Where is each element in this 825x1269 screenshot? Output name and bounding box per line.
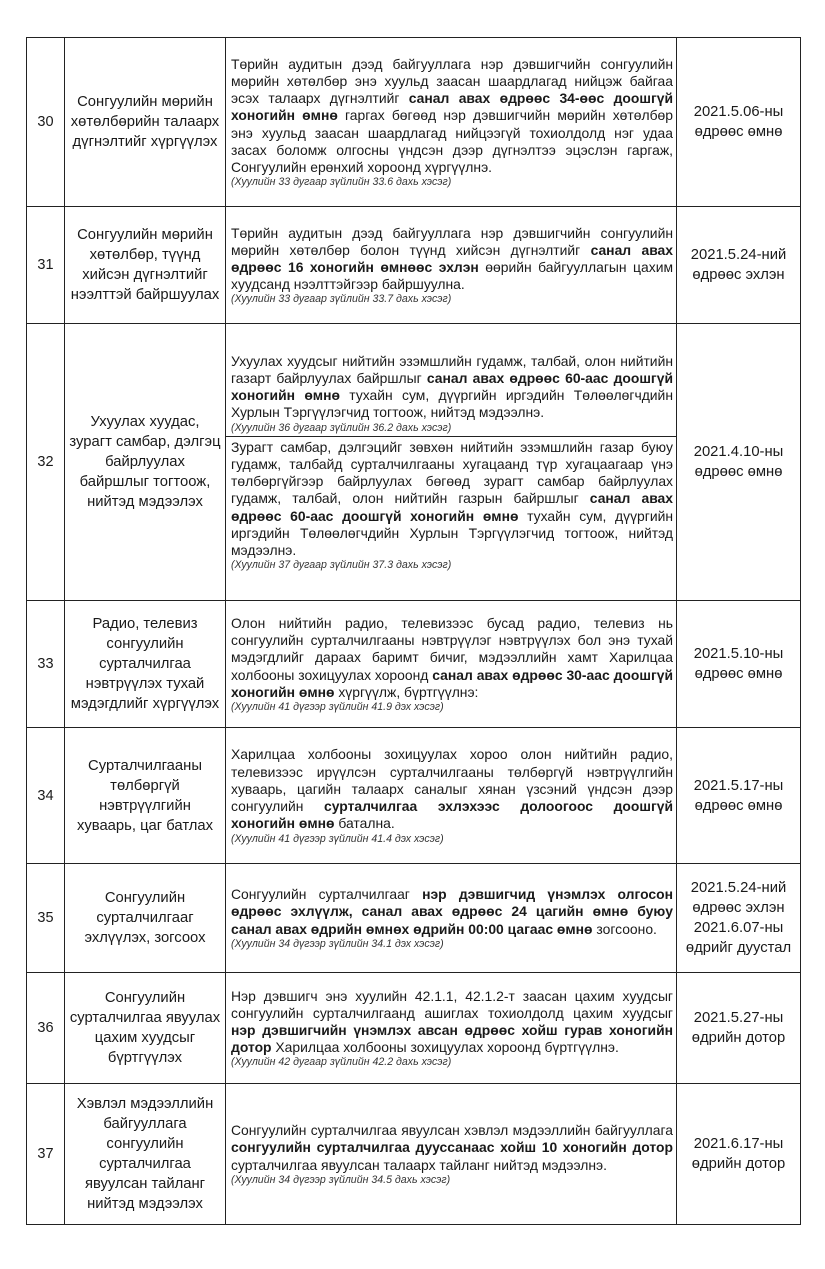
requirement-text-part: Харилцаа холбооны зохицуулах хороонд бүртгүүлнэ. [271, 1039, 619, 1056]
requirement-text [231, 439, 673, 558]
law-reference: (Хуулийн 33 дугаар зүйлийн 33.7 дахь хэсэг) [231, 293, 452, 306]
law-reference: (Хуулийн 37 дугаар зүйлийн 37.3 дахь хэсэг) [231, 559, 452, 572]
requirement-paragraph [231, 1122, 673, 1186]
activity-cell [65, 728, 226, 864]
law-reference: (Хуулийн 34 дүгээр зүйлийн 34.1 дэх хэсэг) [231, 937, 444, 950]
requirement-text [231, 353, 673, 421]
requirement-text-part: Төрийн аудитын дээд байгууллага нэр дэвшигчийн сонгуулийн мөрийн хөтөлбөр энэ хуульд заасан шаардлагад нийцэж байгаа эсэх талаарх дүгнэлтийг [231, 55, 673, 107]
requirement-cell [226, 207, 677, 324]
row-number: 33 [27, 601, 65, 728]
activity-cell [65, 864, 226, 973]
deadline-date-cell [677, 324, 801, 601]
deadline-date: 2021.5.24-ний өдрөөс эхлэн 2021.6.07-ны өдрийг дуустал [685, 880, 792, 956]
requirement-cell [226, 864, 677, 973]
requirement-text-part: өөрийн байгууллагын цахим хуудсанд нээлттэйгээр байршуулна. [231, 259, 673, 293]
requirement-cell [226, 324, 677, 601]
activity-text: Сонгуулийн сурталчилгааг эхлүүлэх, зогсоох [84, 890, 206, 946]
activity-text: Сонгуулийн мөрийн хөтөлбөр, түүнд хийсэн дүгнэлтийг нээлттэй байршуулах [70, 227, 220, 303]
deadline-highlight: санал авах өдрөөс 34-өөс доошгүй хоногийн өмнө [231, 90, 673, 124]
deadline-date-cell [677, 601, 801, 728]
table-row [27, 973, 801, 1084]
activity-text: Радио, телевиз сонгуулийн сурталчилгаа нэвтрүүлэх тухай мэдэгдлийг хүргүүлэх [70, 616, 220, 712]
table-row [27, 864, 801, 973]
activity-cell [65, 601, 226, 728]
deadline-date-cell [677, 38, 801, 207]
table-row [27, 324, 801, 601]
requirement-text [231, 56, 673, 175]
requirement-paragraph [226, 436, 676, 571]
row-number: 30 [27, 38, 65, 207]
deadline-highlight: санал авах өдрөөс 30-аас доошгүй хоногийн өмнө [231, 666, 673, 700]
activity-cell [65, 1084, 226, 1225]
requirement-text-part: батална. [334, 815, 395, 832]
deadline-date-cell [677, 1084, 801, 1225]
requirement-text-part: Нэр дэвшигч энэ хуулийн 42.1.1, 42.1.2-т заасан цахим хуудсыг сонгуулийн сурталчилгаанд ашиглах тохиолдолд цахим хуудсыг [231, 987, 673, 1021]
row-number: 34 [27, 728, 65, 864]
table-row [27, 38, 801, 207]
table-row [27, 601, 801, 728]
deadline-highlight: сонгуулийн сурталчилгаа дууссанаас хойш 10 хоногийн дотор [231, 1139, 673, 1156]
requirement-text-part: Сонгуулийн сурталчилгаа явуулсан хэвлэл мэдээллийн байгууллага [231, 1122, 673, 1139]
deadline-date: 2021.6.17-ны өдрийн дотор [691, 1136, 786, 1172]
requirement-cell [226, 728, 677, 864]
requirement-cell [226, 1084, 677, 1225]
requirement-text-part: Зурагт самбар, дэлгэцийг зөвхөн нийтийн эзэмшлийн газар буюу гудамж, талбайд сурталчилгааны хугацаанд түр хугацаагаар үнэ төлбөргүйгээр байрлуулах бөгөөд зурагт самбар байрлуулах гудамж, талбай, олон нийтийн газрын байршлыг [231, 438, 673, 507]
requirement-text-part: зогсооно. [592, 920, 657, 937]
requirement-paragraph [231, 886, 673, 950]
law-reference: (Хуулийн 41 дүгээр зүйлийн 41.4 дэх хэсэг) [231, 832, 444, 845]
activity-cell [65, 207, 226, 324]
requirement-text [231, 615, 673, 700]
deadline-highlight: санал авах өдрөөс 60-аас доошгүй хоногийн өмнө [231, 370, 673, 404]
requirement-text-part: хүргүүлж, бүртгүүлнэ: [334, 683, 479, 700]
requirement-text-part: Сонгуулийн сурталчилгааг [231, 886, 423, 903]
deadline-highlight: санал авах өдрөөс 16 хоногийн өмнөөс эхлэн [231, 241, 674, 275]
requirement-paragraph [231, 988, 673, 1069]
law-reference: (Хуулийн 36 дугаар зүйлийн 36.2 дахь хэсэг) [231, 421, 452, 434]
activity-cell [65, 38, 226, 207]
requirement-text-part: гаргах бөгөөд нэр дэвшигчийн мөрийн хөтөлбөр энэ хуульд заасан шаардлагад нийцээгүй тохиолдолд нэг удаа засах боломж олгосны үндсэн дээр дүгнэлтээ эцэслэн гаргаж, Сонгуулийн ерөнхий хороонд хүргүүлнэ. [231, 107, 673, 175]
deadline-date-cell [677, 207, 801, 324]
requirement-text-part: тухайн сум, дүүргийн иргэдийн Төлөөлөгчдийн Хурлын Тэргүүлэгчид тогтоож, нийтэд мэдээлнэ. [231, 387, 673, 421]
requirement-text [231, 225, 673, 293]
deadline-highlight: нэр дэвшигчид үнэмлэх олгосон өдрөөс эхлүүлж, санал авах өдрөөс 24 цагийн өмнө буюу санал авах өдрийн өмнөх өдрийн 00:00 цагаас өмнө [231, 886, 674, 937]
table-row [27, 207, 801, 324]
requirement-text-part: сурталчилгаа явуулсан талаарх тайланг нийтэд мэдээлнэ. [231, 1156, 608, 1173]
row-number: 37 [27, 1084, 65, 1225]
activity-text: Хэвлэл мэдээллийн байгууллага сонгуулийн сурталчилгаа явуулсан тайланг нийтэд мэдээлэх [76, 1096, 214, 1212]
activity-text: Сурталчилгааны төлбөргүй нэвтрүүлгийн хуваарь, цаг батлах [76, 757, 214, 834]
deadline-date-cell [677, 728, 801, 864]
requirement-text-part: Ухуулах хуудсыг нийтийн эзэмшлийн гудамж, талбай, олон нийтийн газарт байрлуулах байршлыг [231, 352, 673, 387]
deadline-date-cell [677, 973, 801, 1084]
requirement-paragraph [231, 225, 673, 306]
requirement-cell [226, 973, 677, 1084]
requirement-paragraph [231, 746, 673, 844]
deadline-date: 2021.5.10-ны өдрөөс өмнө [693, 646, 784, 682]
deadline-date-cell [677, 864, 801, 973]
law-reference: (Хуулийн 34 дүгээр зүйлийн 34.5 дахь хэсэг) [231, 1173, 451, 1186]
requirement-text-part: тухайн сум, дүүргийн иргэдийн Төлөөлөгчдийн Хурлын Тэргүүлэгчид тогтоож, нийтэд мэдээлнэ. [231, 507, 674, 558]
deadline-date: 2021.5.17-ны өдрөөс өмнө [693, 777, 784, 814]
requirement-cell [226, 601, 677, 728]
activity-text: Ухуулах хуудас, зурагт самбар, дэлгэц байрлуулах байршлыг тогтоож, нийтэд мэдээлэх [69, 414, 221, 510]
requirement-text-part: Олон нийтийн радио, телевизээс бусад радио, телевиз нь сонгуулийн сурталчилгааны нэвтрүүлэг нэвтрүүлэх бол энэ тухай мэдэгдлийг дараах баримт бичиг, мэдээллийн хамт Харилцаа холбооны зохицуулах хороонд [231, 614, 673, 683]
table-row [27, 1084, 801, 1225]
requirement-paragraph [231, 353, 673, 434]
activity-text: Сонгуулийн сурталчилгаа явуулах цахим хуудсыг бүртгүүлэх [69, 990, 221, 1066]
law-reference: (Хуулийн 42 дугаар зүйлийн 42.2 дахь хэсэг) [231, 1056, 452, 1069]
requirement-text-part: Харилцаа холбооны зохицуулах хороо олон нийтийн радио, телевизээс ирүүлсэн сурталчилгааны төлбөргүй нэвтрүүлгийн хуваарь, цагийн талаарх саналыг хянан үзсэний үндсэн дээр сонгуулийн [231, 746, 673, 815]
requirement-text [231, 1122, 673, 1172]
deadline-highlight: сурталчилгаа эхлэхээс долоогоос доошгүй хоногийн өмнө [231, 798, 673, 832]
row-number: 35 [27, 864, 65, 973]
activity-cell [65, 324, 226, 601]
deadline-date: 2021.5.06-ны өдрөөс өмнө [693, 104, 784, 140]
deadline-date: 2021.5.27-ны өдрийн дотор [691, 1010, 786, 1046]
schedule-table-body [27, 38, 801, 1225]
law-reference: (Хуулийн 41 дүгээр зүйлийн 41.9 дэх хэсэг) [231, 701, 444, 713]
table-row [27, 728, 801, 864]
deadline-date: 2021.5.24-ний өдрөөс эхлэн [690, 247, 787, 283]
requirement-cell [226, 38, 677, 207]
requirement-text [231, 746, 673, 831]
row-number: 32 [27, 324, 65, 601]
requirement-paragraph [231, 56, 673, 188]
requirement-text [231, 988, 673, 1056]
deadline-date: 2021.4.10-ны өдрөөс өмнө [693, 444, 784, 480]
row-number: 31 [27, 207, 65, 324]
deadline-highlight: санал авах өдрөөс 60-аас доошгүй хоногийн өмнө [231, 490, 673, 524]
requirement-text-part: Төрийн аудитын дээд байгууллага нэр дэвшигчийн сонгуулийн мөрийн хөтөлбөр болон түүнд хийсэн дүгнэлтийг [231, 224, 673, 258]
law-reference: (Хуулийн 33 дугаар зүйлийн 33.6 дахь хэсэг) [231, 176, 452, 189]
activity-text: Сонгуулийн мөрийн хөтөлбөрийн талаарх дүгнэлтийг хүргүүлэх [70, 94, 220, 150]
row-number: 36 [27, 973, 65, 1084]
requirement-text [231, 886, 673, 936]
election-schedule-table [26, 37, 801, 1225]
requirement-paragraph [231, 615, 673, 713]
activity-cell [65, 973, 226, 1084]
deadline-highlight: нэр дэвшигчийн үнэмлэх авсан өдрөөс хойш гурав хоногийн дотор [231, 1022, 673, 1056]
